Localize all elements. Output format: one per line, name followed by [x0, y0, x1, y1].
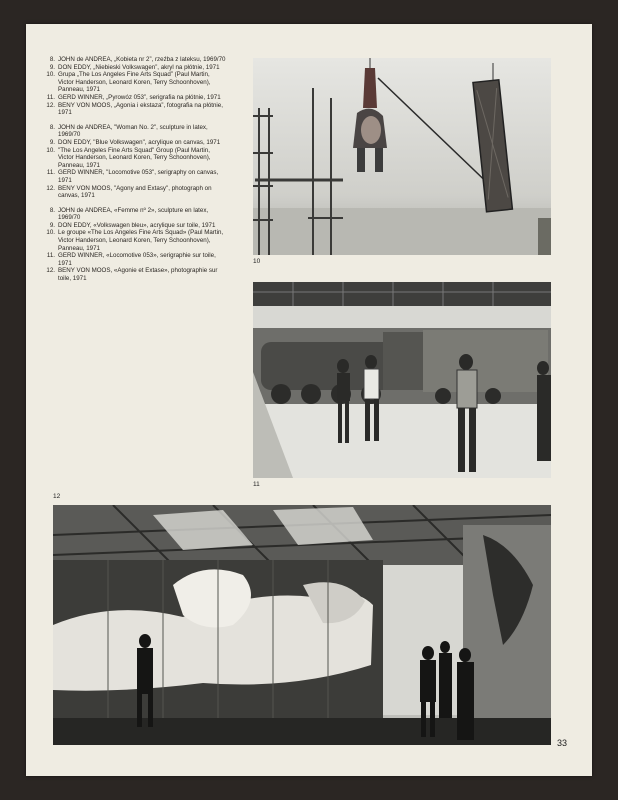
caption-number: 9. [49, 138, 55, 146]
photo-11-label: 11 [253, 481, 260, 488]
photo-12-exhibition-hall [53, 505, 551, 745]
photo-10-label: 10 [253, 258, 261, 265]
caption-text: BENY VON MOOS, „Agonia i ekstaza”, fotografia na płótnie, 1971 [58, 101, 223, 117]
captions-polish [44, 56, 226, 117]
caption-text: BENY VON MOOS, "Agony and Extasy", photograph on canvas, 1971 [58, 184, 212, 200]
caption-item [44, 222, 226, 230]
caption-item [44, 169, 226, 184]
caption-number: 9. [49, 63, 55, 71]
caption-text: DON EDDY, „Niebieski Volkswagen”, akryl na płótnie, 1971 [58, 63, 220, 71]
caption-text: DON EDDY, "Blue Volkswagen", acrylique on canvas, 1971 [58, 138, 221, 146]
caption-item [44, 139, 226, 147]
caption-text: JOHN de ANDREA, „Kobieta nr 2”, rzeźba z lateksu, 1969/70 [58, 56, 226, 63]
captions-english [44, 124, 226, 200]
caption-item [44, 64, 226, 72]
caption-number: 11. [46, 252, 55, 260]
photo-10-hanging-sculpture [253, 58, 551, 255]
caption-text: Grupa „The Los Angeles Fine Arts Squad” (Paul Martin, Victor Handerson, Leonard Koren, Terry Schoonhoven), Panneau, 1971 [58, 71, 211, 94]
caption-item [44, 56, 226, 64]
caption-item [44, 185, 226, 200]
caption-block [44, 56, 226, 290]
caption-number: 12. [46, 101, 55, 109]
caption-item [44, 252, 226, 267]
caption-item [44, 124, 226, 139]
caption-number: 11. [46, 93, 55, 101]
page-number: 33 [557, 738, 568, 748]
caption-text: JOHN de ANDREA, "Woman No. 2", sculpture in latex, 1969/70 [58, 123, 208, 139]
caption-number: 8. [49, 206, 55, 214]
caption-item [44, 229, 226, 252]
photo-12-label: 12 [53, 493, 61, 500]
caption-number: 10. [46, 229, 55, 237]
caption-item [44, 207, 226, 222]
caption-item [44, 71, 226, 94]
caption-text: Le groupe «The Los Angeles Fine Arts Squad» (Paul Martin, Victor Handerson, Leonard Koren, Terry Schoonhoven), Panneau, 1971 [58, 229, 224, 252]
caption-number: 9. [49, 221, 55, 229]
caption-number: 10. [46, 71, 55, 79]
captions-french [44, 207, 226, 283]
caption-text: GERD WINNER, „Pyrowóz 053”, serigrafia na płótnie, 1971 [58, 93, 221, 101]
caption-item [44, 147, 226, 170]
caption-text: "The Los Angeles Fine Arts Squad" Group (Paul Martin, Victor Handerson, Leonard Koren, Terry Schoonhoven), Panneau, 1971 [58, 146, 211, 169]
caption-item [44, 94, 226, 102]
caption-number: 12. [46, 184, 55, 192]
caption-item [44, 102, 226, 117]
caption-text: GERD WINNER, "Locomotive 053", serigraphy on canvas, 1971 [58, 169, 219, 184]
caption-number: 8. [49, 123, 55, 131]
photo-11-locomotive-visitors [253, 282, 551, 478]
caption-item [44, 267, 226, 282]
caption-text: JOHN de ANDREA, «Femme nº 2», sculpture en latex, 1969/70 [58, 206, 209, 222]
caption-number: 8. [49, 56, 55, 63]
caption-text: GERD WINNER, «Locomotive 053», serigraphie sur toile, 1971 [58, 252, 216, 267]
caption-number: 12. [46, 267, 55, 275]
caption-text: BENY VON MOOS, «Agonie et Extase», photographie sur toile, 1971 [58, 267, 218, 283]
caption-number: 10. [46, 146, 55, 154]
caption-number: 11. [46, 169, 55, 177]
caption-text: DON EDDY, «Volkswagen bleu», acrylique sur toile, 1971 [58, 221, 216, 229]
